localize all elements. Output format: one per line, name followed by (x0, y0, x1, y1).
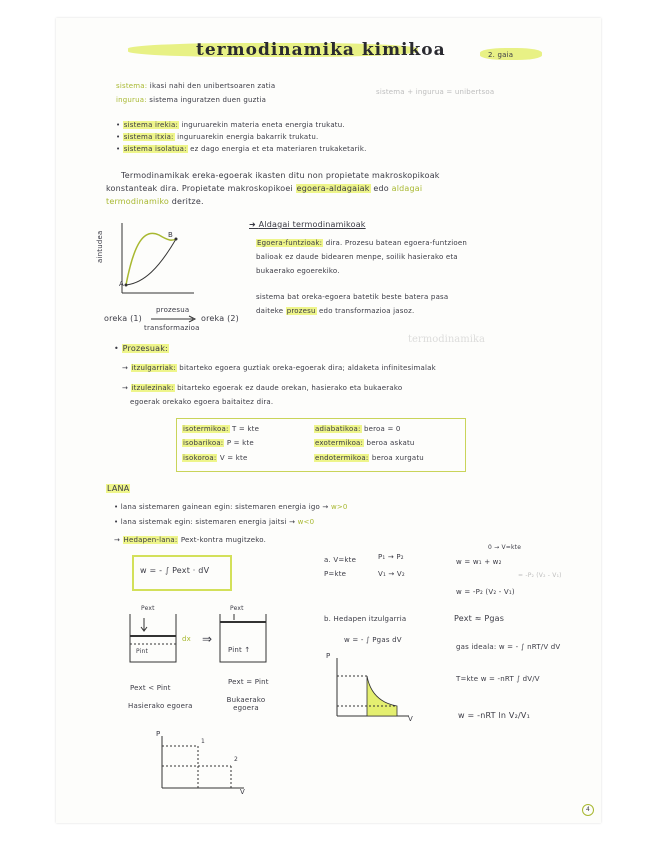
process-def-1: sistema bat oreka-egoera batetik beste batera pasa (256, 293, 449, 301)
lana-line-1: • lana sistemaren gainean egin: sistemaren energia igo → w>0 (114, 503, 348, 511)
prozesuak-heading: • Prozesuak: (114, 344, 168, 353)
piston-2-pint: Pint ↑ (228, 646, 251, 654)
type-isothermal: isotermikoa: T = kte (183, 425, 260, 433)
start-state-label: Hasierako egoera (128, 702, 193, 710)
reversible-def: → itzulgarriak: bitarteko egoera guztiak oreka-egoerak dira; aldaketa infinitesimalak (122, 364, 436, 372)
aldagai-heading: ➜ Aldagai termodinamikoak (249, 220, 366, 229)
pv1-p-label: P (326, 652, 331, 660)
irreversible-def: → itzulezinak: bitarteko egoerak ez daude orekan, hasierako eta bukaerako (122, 384, 403, 392)
lana-line-3: → Hedapen-lana: Pext-kontra mugitzeko. (114, 536, 267, 544)
bleed-through-text: termodinamika (408, 334, 485, 345)
pv1-v-label: V (408, 715, 413, 723)
system-type-open: • sistema irekia: inguruarekin materia eneta energia trukatu. (116, 121, 345, 129)
piston-1-drawing (128, 614, 178, 664)
pv2-p-label: P (156, 730, 161, 738)
case-a-w2: w = -P₂ (V₂ - V₁) (456, 588, 515, 596)
lana-line-2: • lana sistemak egin: sistemaren energia jaitsi → w<0 (114, 518, 315, 526)
case-b-work: w = - ∫ Pgas dV (344, 636, 402, 644)
type-exothermic: exotermikoa: beroa askatu (315, 439, 415, 447)
universe-equation: sistema + ingurua = unibertsoa (376, 88, 495, 96)
piston-1-condition: Pext < Pint (130, 684, 171, 692)
process-def-2: daiteke prozesu edo transformazioa jasoz. (256, 307, 415, 315)
paragraph-line-3: termodinamiko deritze. (106, 197, 204, 206)
paragraph-line-1: Termodinamikak ereka-egoerak ikasten ditu non propietate makroskopikoak (121, 171, 440, 180)
case-a-eq2: V₁ → V₂ (378, 570, 405, 578)
reversible-pv-graph (331, 658, 411, 723)
piston-2-condition: Pext = Pint (228, 678, 269, 686)
process-arrow (151, 316, 196, 322)
page-title: termodinamika kimikoa (196, 40, 446, 60)
case-a-eq1: P₁ → P₂ (378, 553, 404, 561)
case-a-w: w = w₁ + w₂ (456, 558, 502, 566)
process-label: prozesua (156, 306, 190, 314)
piston-arrow: ⇒ (202, 632, 213, 646)
lana-heading: LANA (107, 484, 130, 493)
point-a-label: A (119, 280, 124, 288)
piston-1-pext: Pext (141, 605, 155, 612)
unit-label: 2. gaia (488, 51, 514, 59)
gas-ideal-line: gas ideala: w = - ∫ nRT/V dV (456, 643, 561, 651)
final-work-eq: w = -nRT ln V₂/V₁ (458, 711, 530, 720)
notebook-page (56, 18, 601, 823)
type-adiabatic: adiabatikoa: beroa = 0 (315, 425, 401, 433)
system-type-closed: • sistema itxia: inguruarekin energia bakarrik trukatu. (116, 133, 319, 141)
paragraph-line-2: konstanteak dira. Propietate makroskopikoei egoera-aldagaiak edo aldagai (106, 184, 423, 193)
irreversible-def-2: egoerak orekako egoera baitaitez dira. (130, 398, 274, 406)
state-path-graph (104, 223, 194, 303)
aldagai-line-2: balioak ez daude bidearen menpe, soilik hasierako eta (256, 253, 458, 261)
case-b-label: b. Hedapen itzulgarria (324, 615, 407, 623)
point-b-label: B (168, 231, 174, 239)
type-isochoric: isokoroa: V = kte (183, 454, 248, 462)
pv2-v-label: V (240, 788, 245, 796)
case-a-w-right: = -P₂ (V₂ - V₁) (518, 572, 562, 579)
end-state-label: Bukaerako egoera (226, 696, 266, 712)
sistema-definition: sistema: ikasi nahi den unibertsoaren zatia (116, 82, 276, 90)
work-formula: w = - ∫ Pext · dV (140, 566, 210, 575)
pv2-point-2: 2 (234, 756, 239, 763)
case-b-pressure: Pext ≈ Pgas (454, 614, 505, 623)
type-endothermic: endotermikoa: beroa xurgatu (315, 454, 424, 462)
aldagai-line-3: bukaerako egoerekiko. (256, 267, 340, 275)
piston-1-pint: Pint (136, 648, 149, 655)
case-a-w-top: 0 → V=kte (488, 544, 522, 551)
aldagai-line-1: Egoera-funtzioak: dira. Prozesu batean egoera-funtzioen (257, 239, 467, 247)
piston-2-drawing (218, 614, 268, 664)
piston-2-pext: Pext (230, 605, 244, 612)
ingurua-definition: ingurua: sistema inguratzen duen guztia (116, 96, 267, 104)
t-kte-line: T=kte w = -nRT ∫ dV/V (456, 675, 540, 683)
isobaric-pv-graph (156, 736, 246, 796)
dx-label: dx (182, 635, 191, 643)
page-number: 4 (582, 804, 594, 816)
oreka-2-label: oreka (2) (201, 314, 239, 323)
case-a-label: a. V=kte (324, 556, 357, 564)
system-type-isolated: • sistema isolatua: ez dago energia et eta materiaren trukaketarik. (116, 145, 367, 153)
case-a-p: P=kte (324, 570, 347, 578)
oreka-1-label: oreka (1) (104, 314, 142, 323)
type-isobaric: isobarikoa: P = kte (183, 439, 254, 447)
pv2-point-1: 1 (201, 738, 206, 745)
transformation-label: transformazioa (144, 324, 200, 332)
graph-y-label: aintudea (96, 230, 104, 263)
